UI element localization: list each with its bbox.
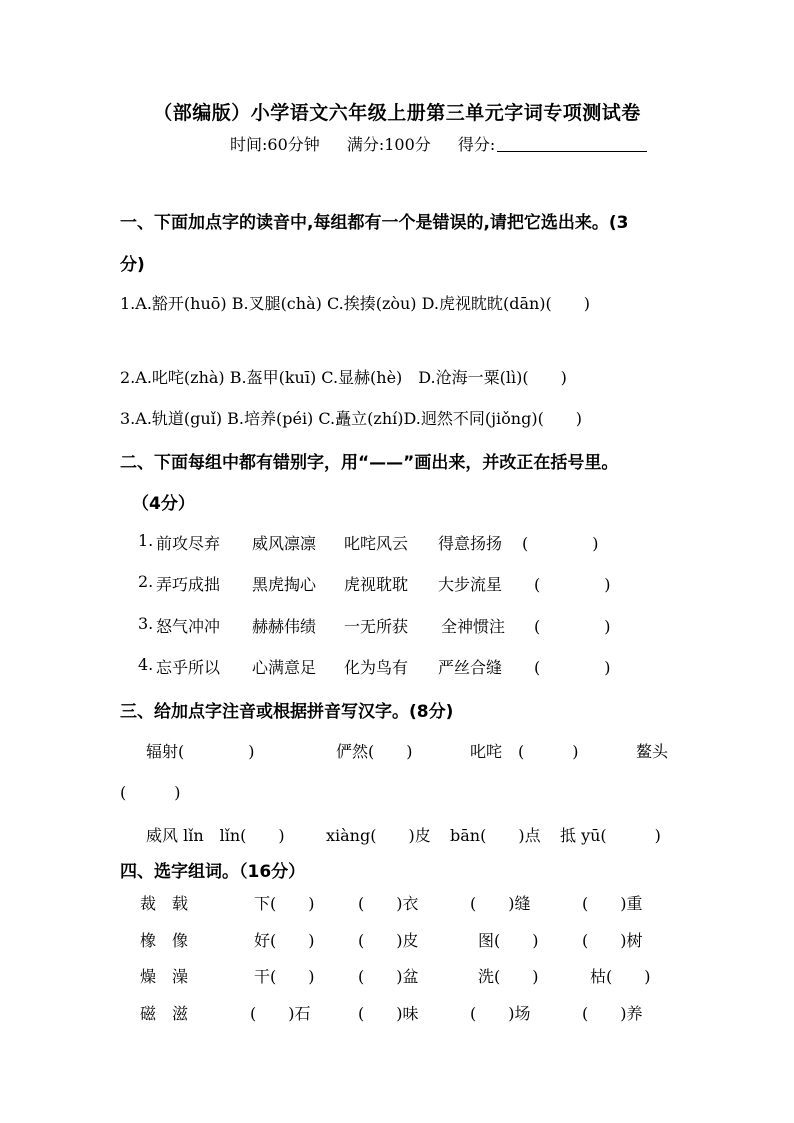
word: 怒气冲冲 — [156, 617, 221, 636]
pinyin-item: xiàng( )皮 — [326, 826, 431, 845]
word: 前攻尽弃 — [156, 534, 221, 553]
score-blank — [497, 137, 647, 152]
section3-heading: 三、给加点字注音或根据拼音写汉字。(8分) — [120, 702, 454, 722]
word-blank: ( )树 — [582, 931, 643, 950]
char-pair: 磁 滋 — [140, 1004, 189, 1023]
section2-row-2 — [0, 572, 794, 596]
word-blank: 下( ) — [254, 894, 315, 913]
section3-row-1-wrap: ( ) — [120, 783, 181, 802]
section4-row-2 — [0, 928, 794, 952]
section4-heading: 四、选字组词。（16分） — [120, 862, 306, 882]
word-blank: ( )场 — [470, 1004, 531, 1023]
pinyin-item: 辐射( ) — [146, 742, 255, 761]
word: 化为鸟有 — [344, 658, 409, 677]
row-number: 4. — [138, 655, 154, 674]
pinyin-item: 威风 lǐn lǐn( ) — [146, 826, 285, 845]
section2-row-4 — [0, 655, 794, 679]
exam-meta — [230, 132, 669, 155]
char-pair: 燥 澡 — [140, 967, 189, 986]
row-number: 3. — [138, 614, 154, 633]
char-pair: 裁 载 — [140, 894, 189, 913]
word: 虎视耽耽 — [344, 575, 409, 594]
full-score: 满分:100分 — [346, 135, 431, 154]
answer-blank: ( ) — [534, 658, 611, 677]
word: 忘乎所以 — [156, 658, 221, 677]
word-blank: ( )皮 — [358, 931, 419, 950]
section2-score: （4分） — [132, 494, 195, 514]
word: 赫赫伟绩 — [252, 617, 317, 636]
question-1-1: 1.A.豁开(huō) B.叉腿(chà) C.挨揍(zòu) D.虎视眈眈(dān)( ) — [120, 294, 591, 313]
word-blank: ( )石 — [250, 1004, 311, 1023]
word: 心满意足 — [252, 658, 317, 677]
answer-blank: ( ) — [534, 617, 611, 636]
word-blank: ( )味 — [358, 1004, 419, 1023]
word-blank: ( )盆 — [358, 967, 419, 986]
word-blank: 干( ) — [254, 967, 315, 986]
question-1-3: 3.A.轨道(guǐ) B.培养(péi) C.矗立(zhí)D.迥然不同(jiǒng)( ) — [120, 409, 583, 428]
char-pair: 橡 像 — [140, 931, 189, 950]
word-blank: 好( ) — [254, 931, 315, 950]
pinyin-item: 抵 yū( ) — [560, 826, 661, 845]
word: 威风凛凛 — [252, 534, 317, 553]
section3-row-2 — [0, 823, 794, 847]
word: 全神惯注 — [441, 617, 506, 636]
word-blank: 图( ) — [478, 931, 539, 950]
word-blank: ( )衣 — [358, 894, 419, 913]
pinyin-item: bān( )点 — [450, 826, 541, 845]
section4-row-4 — [0, 1001, 794, 1025]
word: 一无所获 — [344, 617, 409, 636]
word-blank: ( )缝 — [470, 894, 531, 913]
pinyin-item: 叱咤 ( ) — [470, 742, 579, 761]
answer-blank: ( ) — [522, 534, 599, 553]
pinyin-item: 俨然( ) — [336, 742, 413, 761]
word-blank: ( )重 — [582, 894, 643, 913]
time-limit: 时间:60分钟 — [230, 135, 320, 154]
row-number: 1. — [138, 531, 154, 550]
section1-heading-cont: 分) — [120, 255, 145, 275]
pinyin-item: 鳌头 — [636, 742, 669, 761]
section4-row-3 — [0, 964, 794, 988]
row-number: 2. — [138, 572, 154, 591]
word: 叱咤风云 — [344, 534, 409, 553]
word: 大步流星 — [438, 575, 503, 594]
question-1-2: 2.A.叱咤(zhà) B.盔甲(kuī) C.显赫(hè) D.沧海一粟(lì)( ) — [120, 368, 567, 387]
word-blank: 枯( ) — [590, 967, 651, 986]
word-blank: 洗( ) — [478, 967, 539, 986]
section1-heading: 一、下面加点字的读音中,每组都有一个是错误的,请把它选出来。(3 — [120, 213, 629, 233]
section2-row-3 — [0, 614, 794, 638]
word: 弄巧成拙 — [156, 575, 221, 594]
word-blank: ( )养 — [582, 1004, 643, 1023]
exam-title: （部编版）小学语文六年级上册第三单元字词专项测试卷 — [153, 102, 641, 124]
score-label: 得分: — [458, 135, 669, 154]
section3-row-1 — [0, 739, 794, 763]
word: 得意扬扬 — [438, 534, 503, 553]
section2-heading: 二、下面每组中都有错别字，用“——”画出来，并改正在括号里。 — [120, 453, 619, 473]
section4-row-1 — [0, 891, 794, 915]
answer-blank: ( ) — [534, 575, 611, 594]
word: 严丝合缝 — [438, 658, 503, 677]
word: 黑虎掏心 — [252, 575, 317, 594]
section2-row-1 — [0, 531, 794, 555]
